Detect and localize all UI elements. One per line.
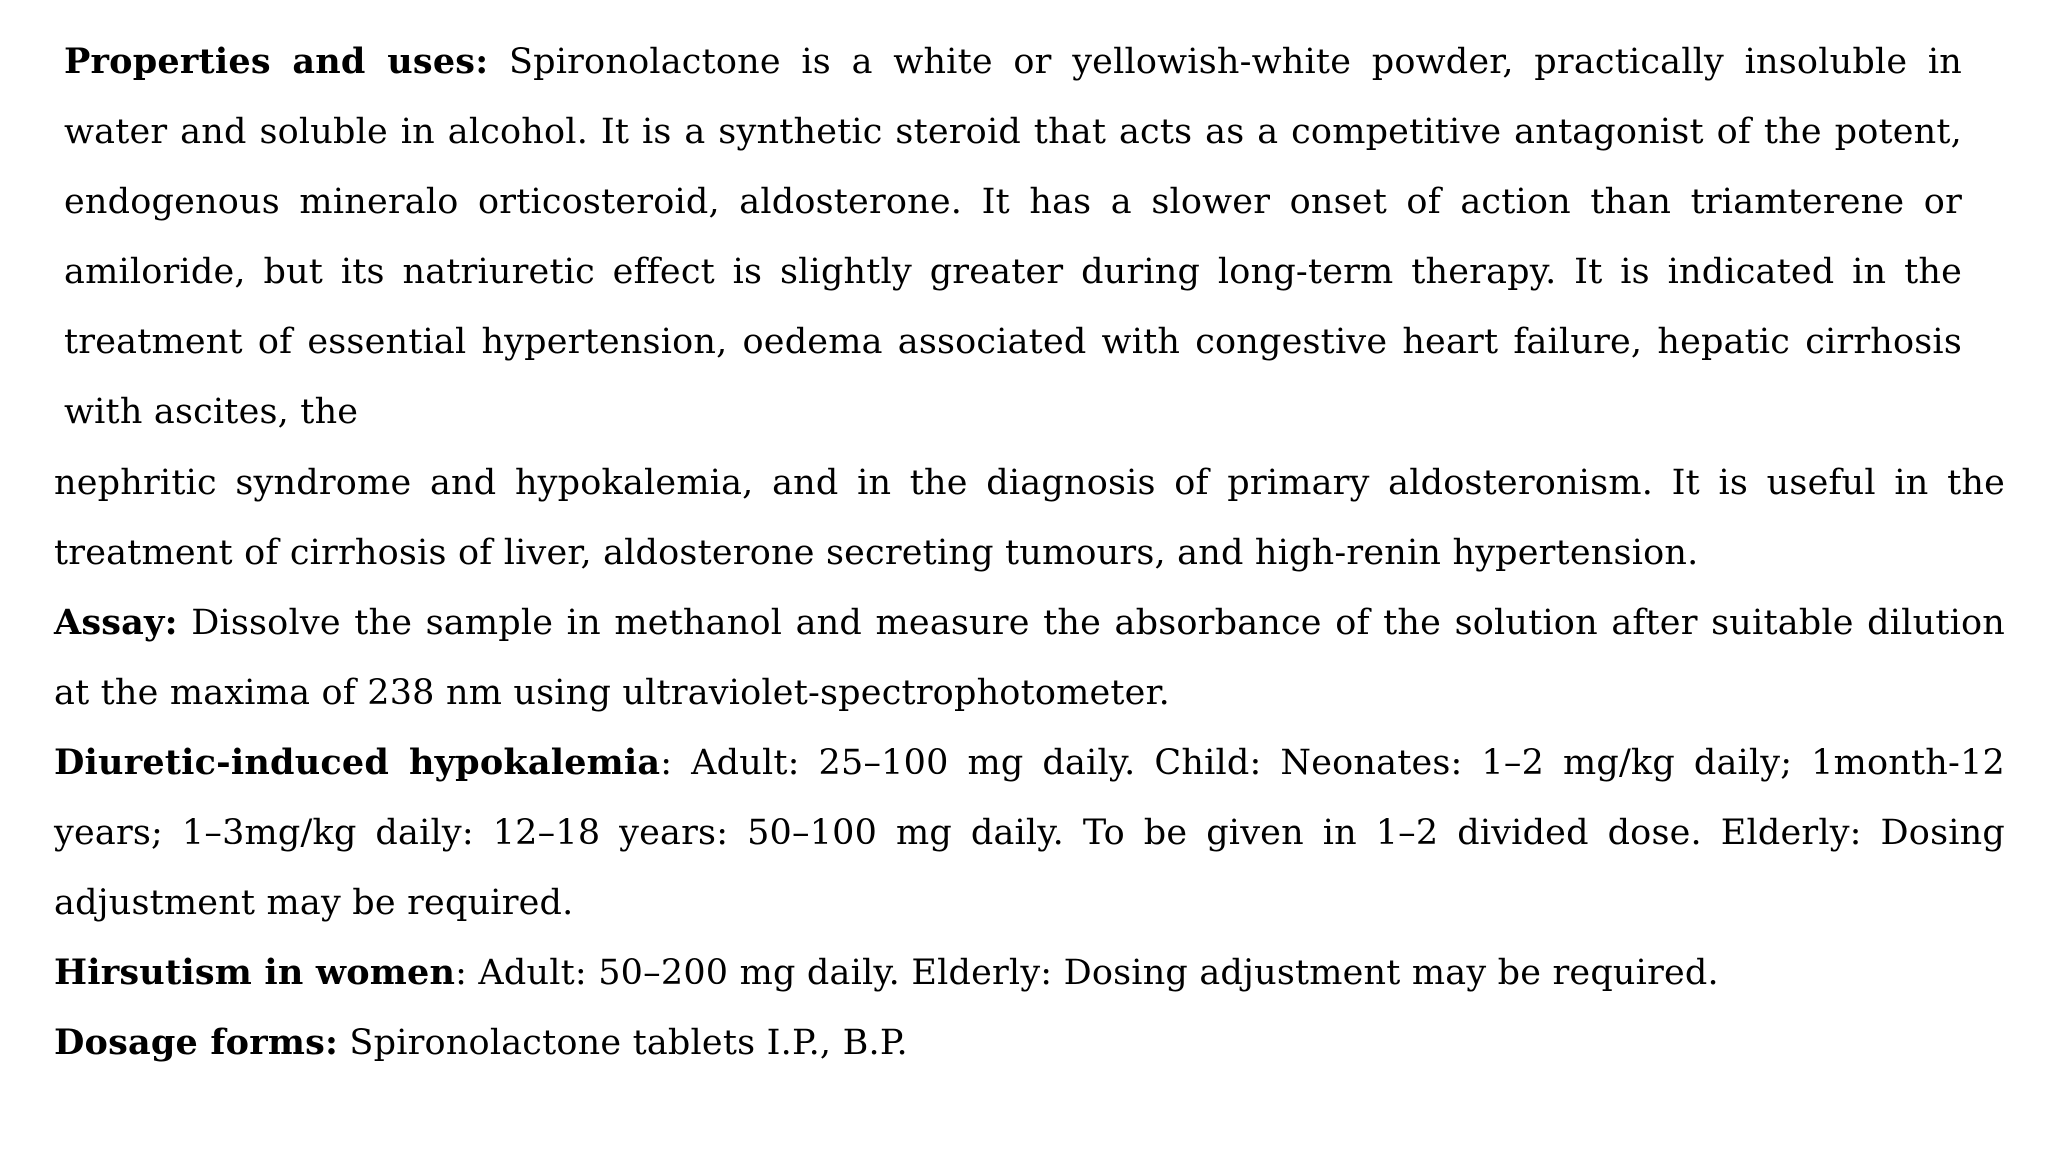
properties-paragraph xyxy=(64,27,1962,447)
hirsutism-paragraph xyxy=(54,938,2005,1008)
dosage-text: Spironolactone tablets I.P., B.P. xyxy=(338,1023,908,1063)
diuretic-label: Diuretic-induced hypokalemia xyxy=(54,742,661,783)
properties-label: Properties and uses: xyxy=(64,41,489,82)
diuretic-paragraph xyxy=(54,728,2005,938)
dosage-paragraph xyxy=(54,1008,2005,1078)
hirsutism-text: : Adult: 50–200 mg daily. Elderly: Dosing adjustment may be required. xyxy=(455,953,1719,993)
hirsutism-label: Hirsutism in women xyxy=(54,952,456,993)
main-text-section xyxy=(54,448,2005,1078)
properties-continuation-paragraph xyxy=(54,448,2005,588)
assay-paragraph xyxy=(54,588,2005,728)
diuretic-text: : Adult: 25–100 mg daily. Child: Neonates: 1–2 mg/kg daily; 1month-12 years; 1–3mg/kg daily: 12–18 years: 50–100 mg daily. To be given in 1–2 divided dose. Elderly: Dosing adjustment may be required. xyxy=(54,743,2006,923)
properties-text-part1: Spironolactone is a white or yellowish-white powder, practically insoluble in water and soluble in alcohol. It is a synthetic steroid that acts as a competitive antagonist of the potent, endogenous mineralo orticosteroid, aldosterone. It has a slower onset of action than triamterene or amiloride, but its natriuretic effect is slightly greater during long-term therapy. It is indicated in the treatment of essential hypertension, oedema associated with congestive heart failure, hepatic cirrhosis with ascites, the xyxy=(64,42,1962,432)
assay-label: Assay: xyxy=(54,602,178,643)
properties-text-part2: nephritic syndrome and hypokalemia, and in the diagnosis of primary aldosteronism. It is useful in the treatment of cirrhosis of liver, aldosterone secreting tumours, and high-renin hypertension. xyxy=(54,463,2005,573)
properties-section-part1 xyxy=(64,27,1962,447)
dosage-label: Dosage forms: xyxy=(54,1022,339,1063)
assay-text: Dissolve the sample in methanol and measure the absorbance of the solution after suitable dilution at the maxima of 238 nm using ultraviolet-spectrophotometer. xyxy=(54,603,2005,713)
